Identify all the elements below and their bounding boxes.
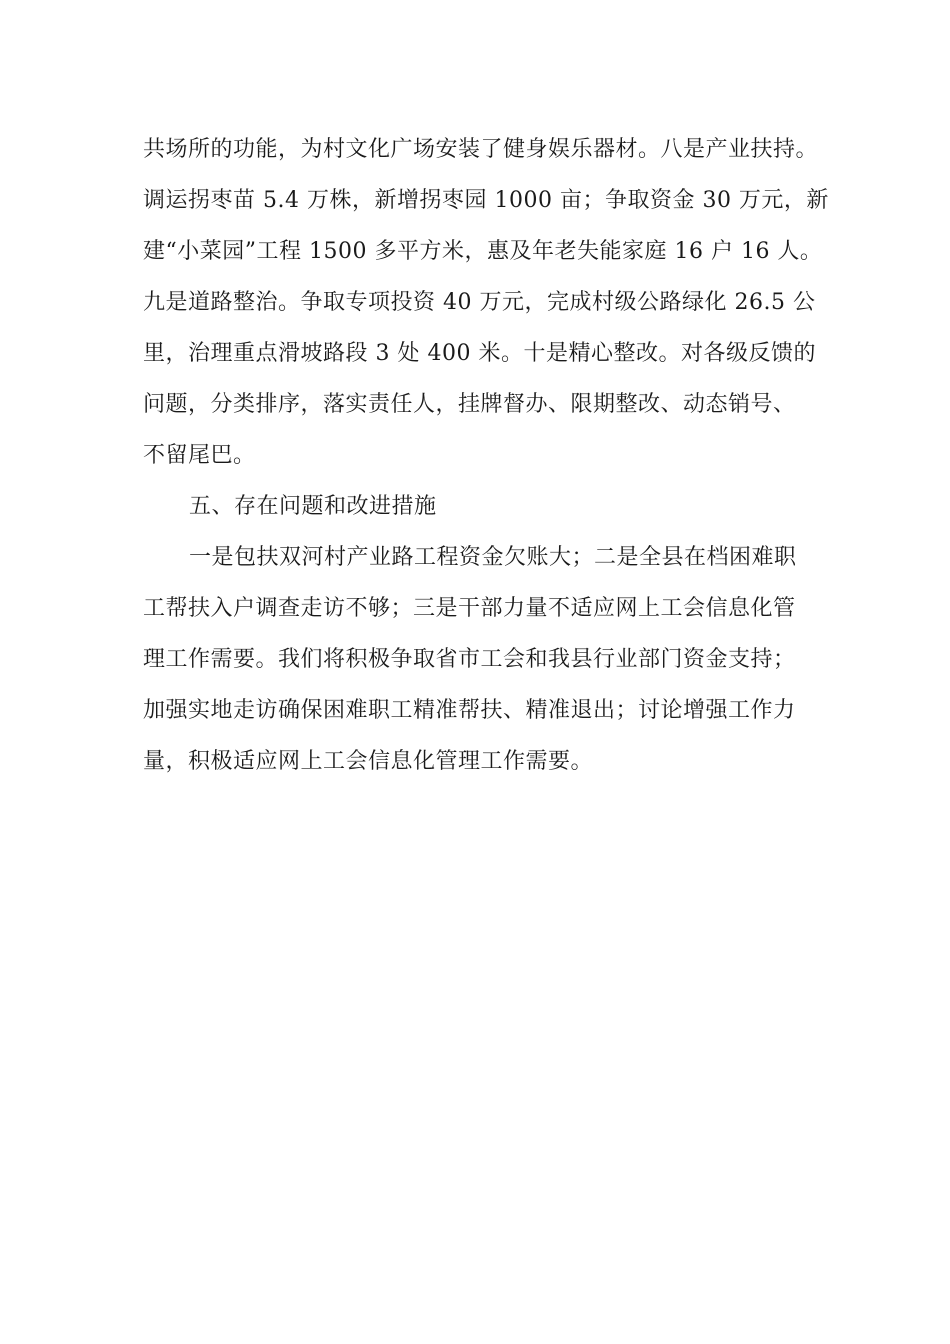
paragraph-line: 量，积极适应网上工会信息化管理工作需要。 xyxy=(143,749,594,774)
paragraph-line: 加强实地走访确保困难职工精准帮扶、精准退出；讨论增强工作力 xyxy=(143,698,796,723)
paragraph-line: 调运拐枣苗 5.4 万株，新增拐枣园 1000 亩；争取资金 30 万元，新 xyxy=(143,188,829,213)
section-heading: 五、存在问题和改进措施 xyxy=(189,494,437,519)
paragraph-line: 问题，分类排序，落实责任人，挂牌督办、限期整改、动态销号、 xyxy=(143,392,796,417)
paragraph-line: 共场所的功能，为村文化广场安装了健身娱乐器材。八是产业扶持。 xyxy=(143,137,819,162)
paragraph-line: 工帮扶入户调查走访不够；三是干部力量不适应网上工会信息化管 xyxy=(143,596,796,621)
paragraph-line: 理工作需要。我们将积极争取省市工会和我县行业部门资金支持； xyxy=(143,647,796,672)
paragraph-line: 里，治理重点滑坡路段 3 处 400 米。十是精心整改。对各级反馈的 xyxy=(143,341,816,366)
paragraph-line: 一是包扶双河村产业路工程资金欠账大；二是全县在档困难职 xyxy=(189,545,797,570)
paragraph-line: 不留尾巴。 xyxy=(143,443,256,468)
paragraph-line: 九是道路整治。争取专项投资 40 万元，完成村级公路绿化 26.5 公 xyxy=(143,290,816,315)
paragraph-line: 建“小菜园”工程 1500 多平方米，惠及年老失能家庭 16 户 16 人。 xyxy=(143,239,823,264)
